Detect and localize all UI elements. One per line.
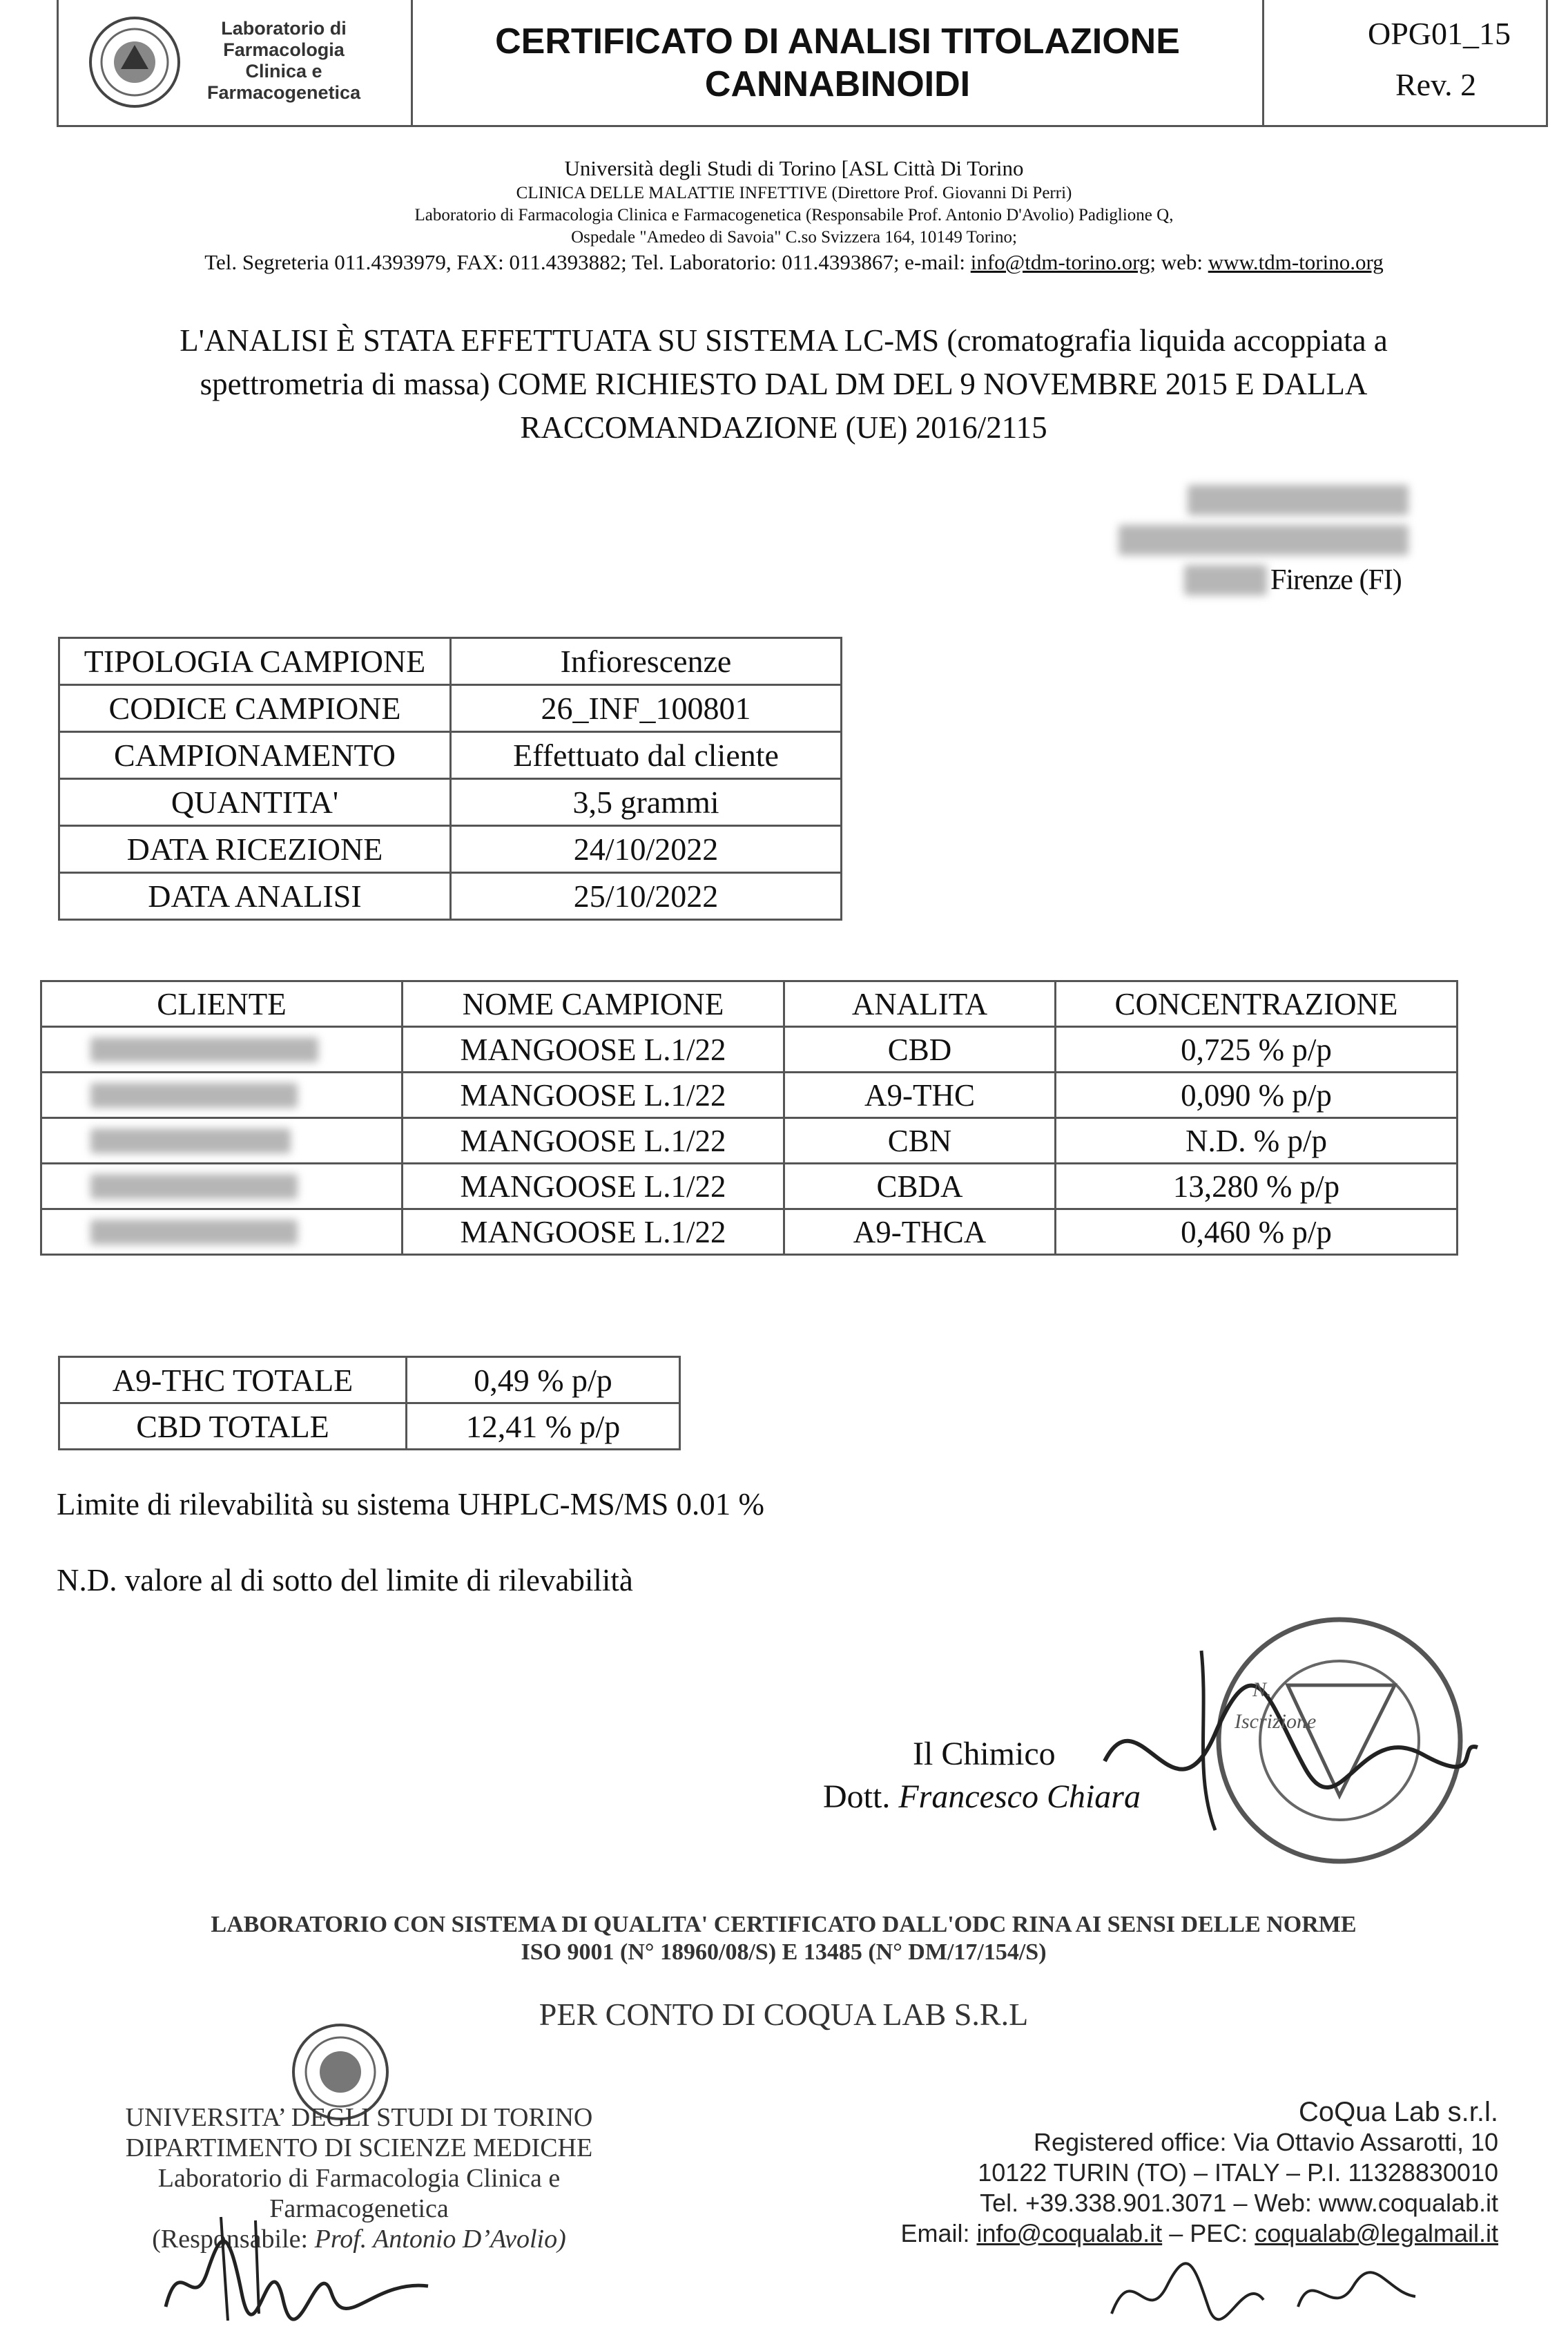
redacted-client [90,1037,318,1062]
redacted-client [90,1220,298,1245]
sample-label: TIPOLOGIA CAMPIONE [59,638,451,685]
concentration-cell: 0,090 % p/p [1056,1073,1458,1118]
sample-label: CAMPIONAMENTO [59,732,451,779]
stamp-number: N. [1252,1678,1272,1701]
sample-value: 24/10/2022 [451,826,842,873]
address-line-4: Ospedale "Amedeo di Savoia" C.so Svizzera 164, 10149 Torino; [571,228,1017,247]
redacted-recipient-line-2 [1119,525,1409,555]
analyte-cell: CBDA [784,1164,1056,1209]
signer [823,1778,1141,1816]
coqua-address: 10122 TURIN (TO) – ITALY – P.I. 11328830010 [978,2158,1498,2187]
chemist-stamp-and-signature [1098,1609,1484,1872]
web-label: ; web: [1150,250,1208,274]
sample-name-cell: MANGOOSE L.1/22 [403,1027,784,1073]
signer-title: Dott. [823,1778,891,1815]
sample-row [59,873,842,920]
doc-code: OPG01_15 [1368,16,1511,51]
client-cell-redacted [41,1209,403,1255]
signature-role: Il Chimico [913,1736,1056,1772]
lab-head-name: Prof. Antonio D’Avolio) [314,2225,566,2254]
concentration-cell: 0,460 % p/p [1056,1209,1458,1255]
coqua-pec-link[interactable]: coqualab@legalmail.it [1255,2219,1498,2247]
department-name: DIPARTIMENTO DI SCIENZE MEDICHE [125,2133,593,2162]
sample-name-cell: MANGOOSE L.1/22 [403,1209,784,1255]
header-client: CLIENTE [41,981,403,1027]
header-sample-name: NOME CAMPIONE [403,981,784,1027]
sample-row [59,732,842,779]
analysis-statement: L'ANALISI È STATA EFFETTUATA SU SISTEMA LC-MS (cromatografia liquida accoppiata a spettrometria di massa) COME RICHIESTO DAL DM DEL 9 NOVEMBRE 2015 E DALLA RACCOMANDAZIONE (UE) 2016/2115 [180,323,1388,445]
university-seal-icon [86,14,183,111]
sample-value: 3,5 grammi [451,779,842,826]
results-header-row [41,981,1458,1027]
redacted-recipient-line-3 [1184,565,1267,595]
coqua-office: Registered office: Via Ottavio Assarotti, 10 [1033,2128,1498,2156]
redacted-client [90,1083,298,1108]
concentration-cell: N.D. % p/p [1056,1118,1458,1164]
doc-code-cell [1264,0,1550,125]
results-table [40,980,1458,1256]
coqua-contacts: Tel. +39.338.901.3071 – Web: www.coqualab.it [980,2189,1498,2217]
sample-value: 26_INF_100801 [451,685,842,732]
client-cell-redacted [41,1118,403,1164]
coqua-signature [1105,2245,1422,2334]
title-cell [413,0,1264,125]
lab-name: Laboratorio di Farmacologia Clinica e Farmacogenetica [207,18,361,103]
recipient-city: Firenze (FI) [1270,564,1402,596]
concentration-cell: 0,725 % p/p [1056,1027,1458,1073]
contact-phones: Tel. Segreteria 011.4393979, FAX: 011.4393882; Tel. Laboratorio: 011.4393867; e-mail: [204,250,971,274]
quality-cert-line-2: ISO 9001 (N° 18960/08/S) E 13485 (N° DM/17/154/S) [521,1939,1047,1965]
address-line-1: Università degli Studi di Torino [ASL Città Di Torino [564,156,1024,180]
doc-revision: Rev. 2 [1395,67,1477,102]
lab-full-name: Laboratorio di Farmacologia Clinica e Farmacogenetica [157,2164,561,2223]
total-row [59,1403,680,1450]
result-row [41,1209,1458,1255]
coqua-pec-label: – PEC: [1162,2219,1255,2247]
signer-name: Francesco Chiara [898,1778,1141,1815]
redacted-client [90,1129,291,1153]
total-value: 0,49 % p/p [407,1357,680,1403]
web-link[interactable]: www.tdm-torino.org [1208,250,1384,274]
sample-name-cell: MANGOOSE L.1/22 [403,1164,784,1209]
result-row [41,1027,1458,1073]
result-row [41,1118,1458,1164]
quality-cert-line-1: LABORATORIO CON SISTEMA DI QUALITA' CERTIFICATO DALL'ODC RINA AI SENSI DELLE NORME [211,1912,1357,1937]
result-row [41,1164,1458,1209]
on-behalf-of: PER CONTO DI COQUA LAB S.R.L [539,1997,1029,2032]
total-value: 12,41 % p/p [407,1403,680,1450]
nd-definition-note: N.D. valore al di sotto del limite di rilevabilità [57,1563,633,1597]
total-label: CBD TOTALE [59,1403,407,1450]
sample-value: Infiorescenze [451,638,842,685]
coqua-email-link[interactable]: info@coqualab.it [976,2219,1163,2247]
coqua-block [849,2097,1498,2249]
sample-label: DATA RICEZIONE [59,826,451,873]
redacted-client [90,1174,298,1199]
sample-row [59,638,842,685]
client-cell-redacted [41,1027,403,1073]
analyte-cell: A9-THCA [784,1209,1056,1255]
lab-head-signature [152,2210,442,2327]
client-cell-redacted [41,1073,403,1118]
detection-limit-note: Limite di rilevabilità su sistema UHPLC-MS/MS 0.01 % [57,1487,764,1522]
analyte-cell: CBN [784,1118,1056,1164]
sample-value: Effettuato dal cliente [451,732,842,779]
sample-name-cell: MANGOOSE L.1/22 [403,1118,784,1164]
redacted-recipient-line-1 [1188,485,1409,515]
stamp-iscrizione: Iscrizione [1235,1710,1317,1733]
email-link[interactable]: info@tdm-torino.org [970,250,1150,274]
sample-label: CODICE CAMPIONE [59,685,451,732]
result-row [41,1073,1458,1118]
lab-logo-cell [59,0,413,125]
total-row [59,1357,680,1403]
address-line-3: Laboratorio di Farmacologia Clinica e Farmacogenetica (Responsabile Prof. Antonio D'Avolio) Padiglione Q, [414,206,1174,224]
coqua-email-label: Email: [900,2219,977,2247]
sample-row [59,779,842,826]
analyte-cell: CBD [784,1027,1056,1073]
university-name: UNIVERSITA’ DEGLI STUDI DI TORINO [125,2103,593,2132]
sample-label: DATA ANALISI [59,873,451,920]
address-line-2: CLINICA DELLE MALATTIE INFETTIVE (Direttore Prof. Giovanni Di Perri) [516,184,1072,202]
totals-table [58,1356,681,1450]
sample-name-cell: MANGOOSE L.1/22 [403,1073,784,1118]
sample-value: 25/10/2022 [451,873,842,920]
lab-head-label: (Responsabile: [152,2225,315,2254]
header-concentration: CONCENTRAZIONE [1056,981,1458,1027]
concentration-cell: 13,280 % p/p [1056,1164,1458,1209]
document-header [57,0,1548,127]
coqua-name: CoQua Lab s.r.l. [1298,2097,1498,2127]
header-analyte: ANALITA [784,981,1056,1027]
analyte-cell: A9-THC [784,1073,1056,1118]
certificate-title: CERTIFICATO DI ANALISI TITOLAZIONE CANNABINOIDI [495,21,1180,104]
sample-row [59,826,842,873]
client-cell-redacted [41,1164,403,1209]
sample-info-table [58,637,842,921]
total-label: A9-THC TOTALE [59,1357,407,1403]
sample-row [59,685,842,732]
address-line-5 [138,250,1450,275]
sample-label: QUANTITA' [59,779,451,826]
